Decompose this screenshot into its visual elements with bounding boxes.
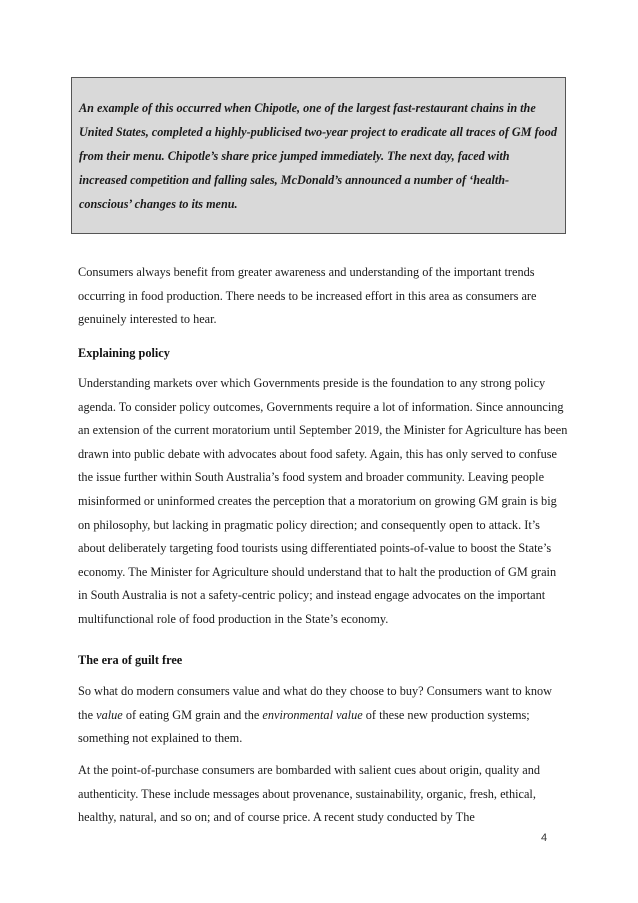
emphasis-environmental-value: environmental value <box>262 707 363 722</box>
intro-text: Consumers always benefit from greater awareness and understanding of the important trends occurring in food production. There needs to be increased effort in this area as consumers are genuinely interested to hear. <box>78 265 537 327</box>
callout-text: An example of this occurred when Chipotle, one of the largest fast-restaurant chains in the United States, completed a highly-publicised two-year project to eradicate all traces of GM food from their menu. Chipotle’s share price jumped immediately. The next day, faced with increased competition and falling sales, McDonald’s announced a number of ‘health-conscious’ changes to its menu. <box>79 101 557 212</box>
section-heading-guilt-free: The era of guilt free <box>78 653 183 667</box>
section-heading-explaining-policy: Explaining policy <box>78 346 170 360</box>
callout-box <box>71 77 566 234</box>
guilt-free-paragraph-1 <box>78 680 568 751</box>
page-number: 4 <box>541 832 548 844</box>
guilt-free-text-2: At the point-of-purchase consumers are bombarded with salient cues about origin, quality and authenticity. These include messages about provenance, sustainability, organic, fresh, ethical, healthy, natural, and so on; and of course price. A recent study conducted by The <box>78 763 541 825</box>
para-segment: of eating GM grain and the <box>122 707 263 722</box>
explaining-policy-paragraph <box>78 372 568 632</box>
guilt-free-paragraph-2 <box>78 759 568 830</box>
intro-paragraph <box>78 261 568 332</box>
para-segment: of these new production systems; something not explained to them. <box>78 707 530 746</box>
explaining-policy-text: Understanding markets over which Governments preside is the foundation to any strong policy agenda. To consider policy outcomes, Governments require a lot of information. Since announcing an extension of the current moratorium until September 2019, the Minister for Agriculture has been drawn into public debate with advocates about food safety. Again, this has only served to confuse the issue further within South Australia’s food system and broader community. Leaving people misinformed or uninformed creates the perception that a moratorium on growing GM grain is big on philosophy, but lacking in pragmatic policy direction; and consequently open to attack. It’s about deliberately targeting food tourists using differentiated points-of-value to boost the State’s economy. The Minister for Agriculture should understand that to halt the production of GM grain in South Australia is not a safety-centric policy; and instead engage advocates on the important multifunctional role of food production in the State’s economy. <box>78 376 568 626</box>
para-segment: So what do modern consumers value and what do they choose to buy? Consumers want to know the <box>78 684 553 722</box>
guilt-free-text-1 <box>78 680 568 751</box>
emphasis-value: value <box>96 707 123 722</box>
